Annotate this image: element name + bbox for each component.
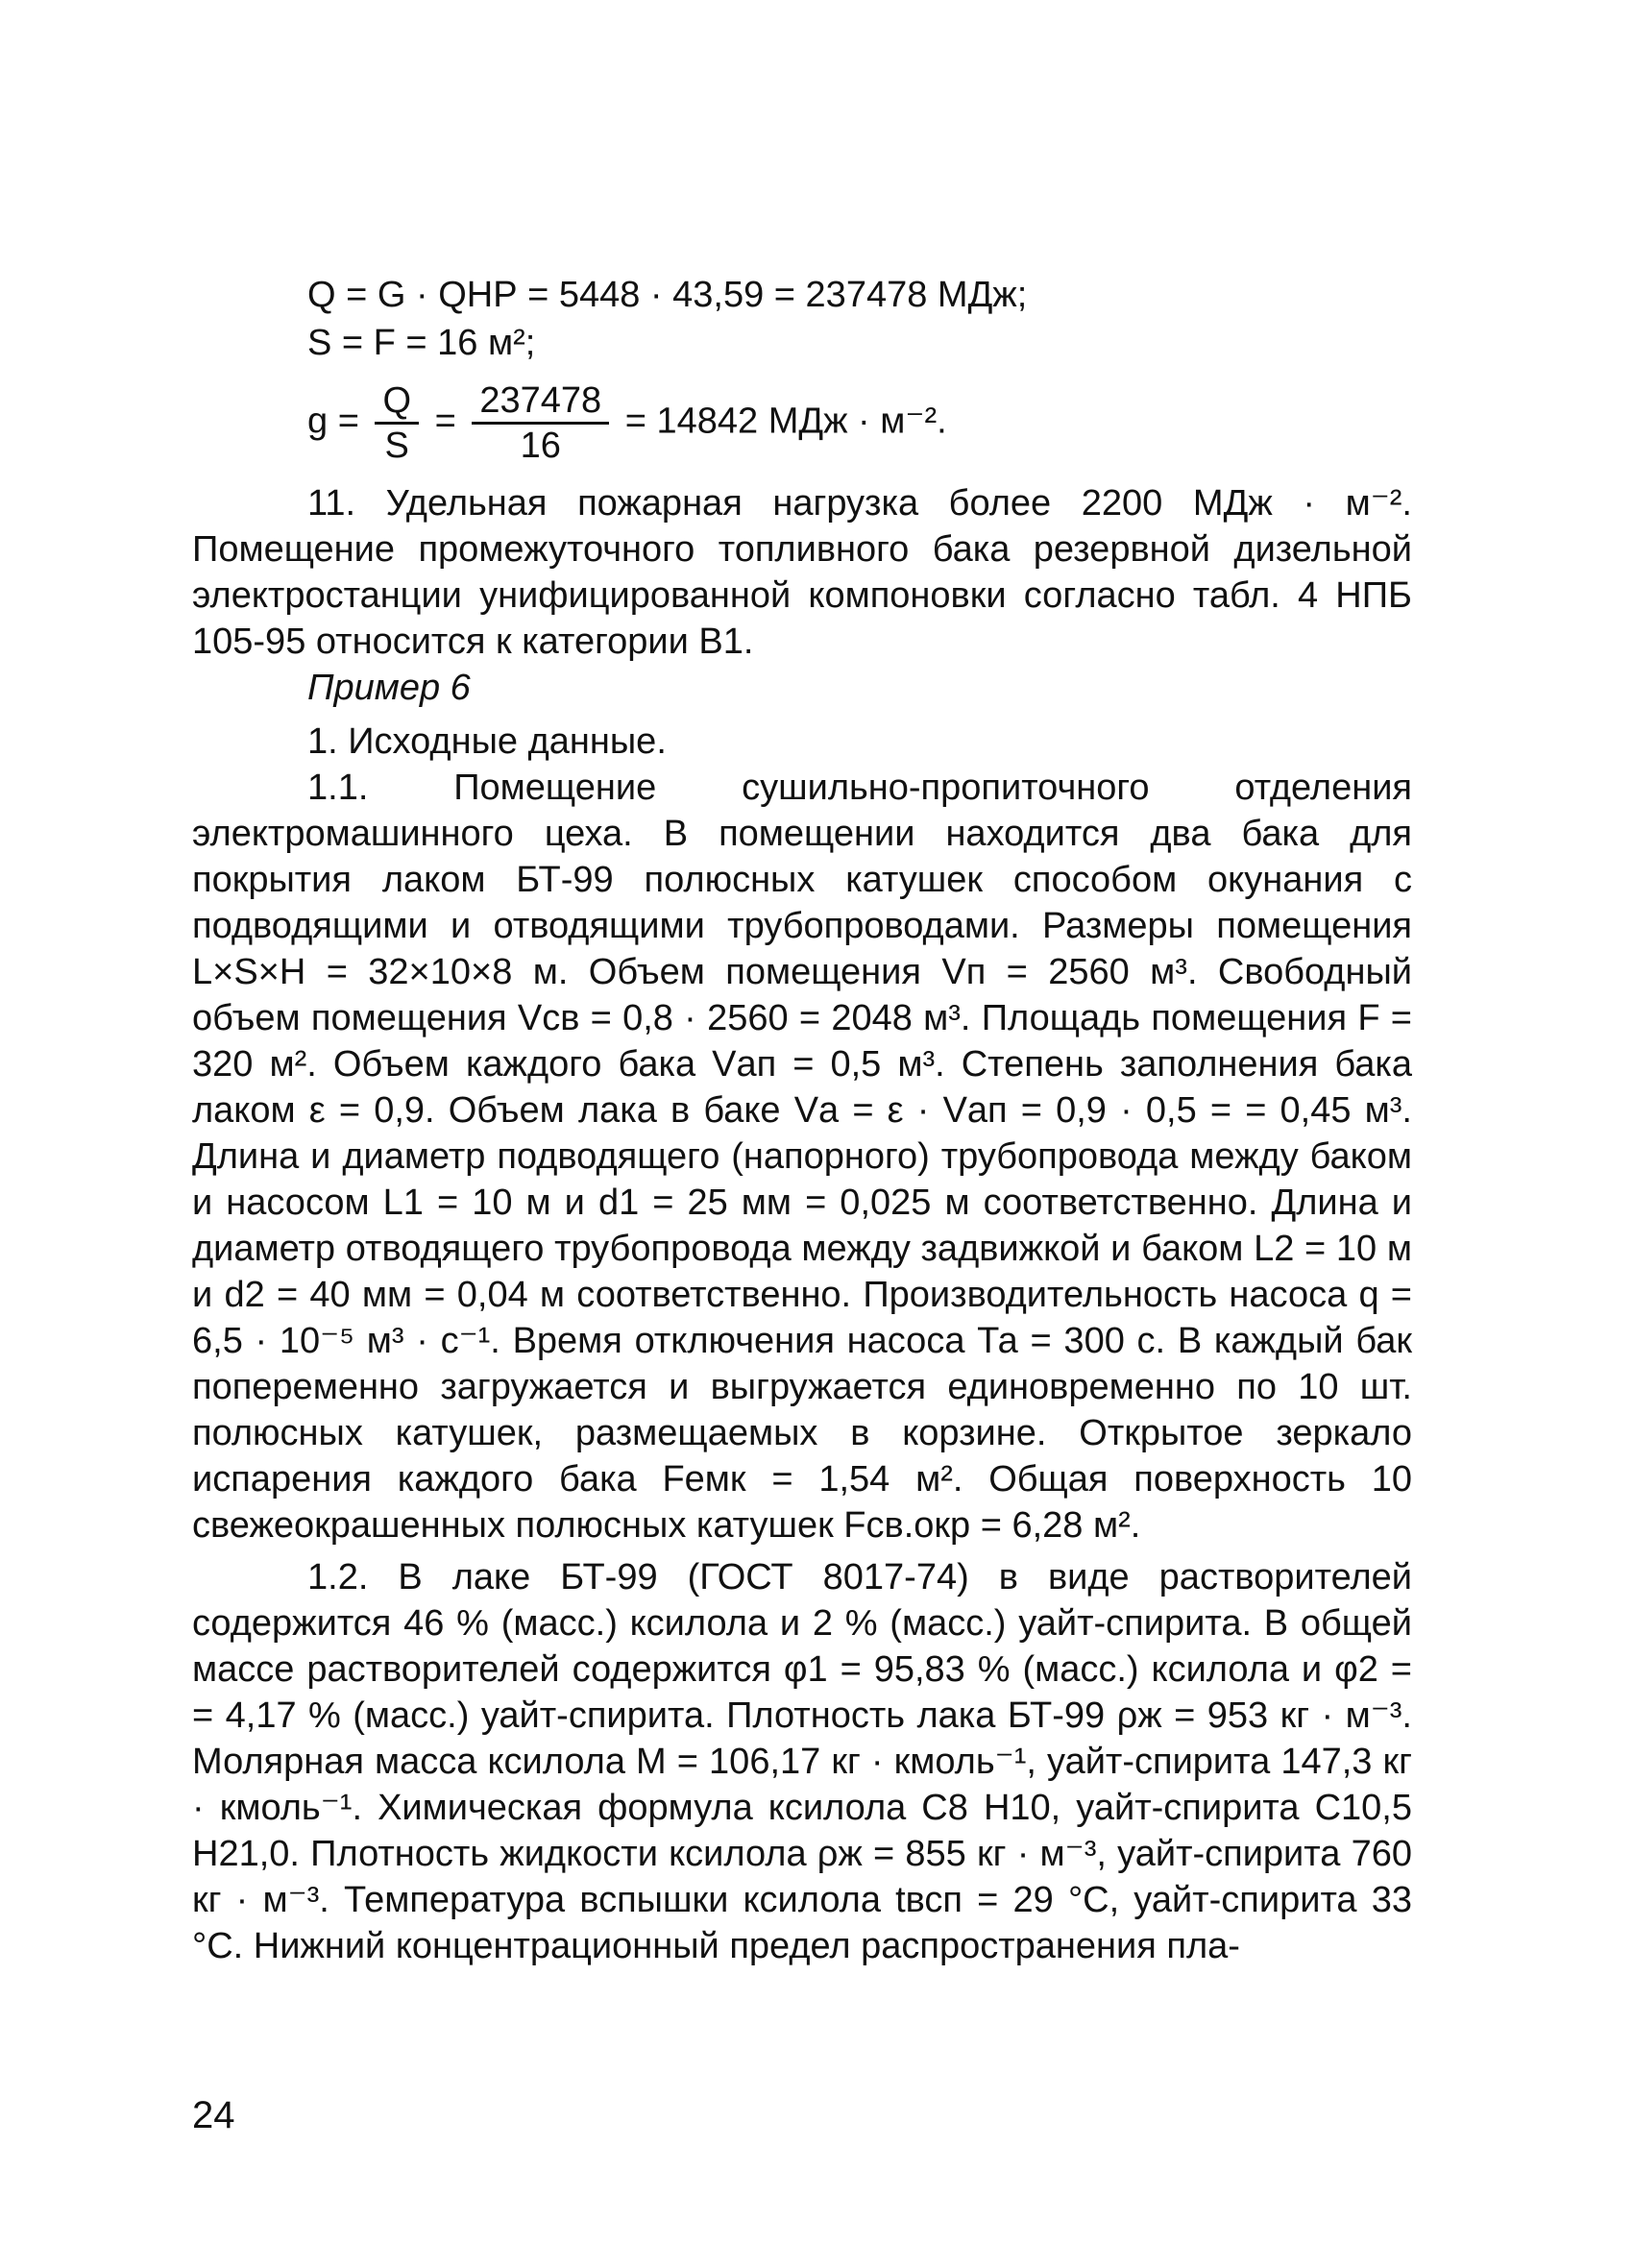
formula-load-right: = 14842 МДж · м⁻². xyxy=(624,401,947,442)
example-title: Пример 6 xyxy=(307,668,471,708)
fraction-numerator: Q xyxy=(375,379,419,425)
paragraph-1-2: 1.2. В лаке БТ-99 (ГОСТ 8017-74) в виде растворителей содержится 46 % (масс.) ксилола и 2 % (масс.) уайт-спирита. В общей массе растворителей содержится φ1 = 95,83 % (масс.) ксилола и φ2 = = 4,17 % (масс.) уайт-спирита. Плотность лака БТ-99 ρж = 953 кг · м⁻³. Молярная масса ксилола М = 106,17 кг · кмоль⁻¹, уайт-спирита 147,3 кг · кмоль⁻¹. Химическая формула ксилола C8 H10, уайт-спирита C10,5 H21,0. Плотность жидкости ксилола ρж = 855 кг · м⁻³, уайт-спирита 760 кг · м⁻³. Температура вспышки ксилола tвсп = 29 °С, уайт-спирита 33 °С. Нижний концентрационный предел распространения пла- xyxy=(192,1557,1412,1966)
fraction-values xyxy=(472,379,609,467)
paragraph-1: 1. Исходные данные. xyxy=(307,721,667,762)
paragraph-11: 11. Удельная пожарная нагрузка более 2200 МДж · м⁻². Помещение промежуточного топливного бака резервной дизельной электростанции унифицированной компоновки согласно табл. 4 НПБ 105-95 относится к категории В1. xyxy=(192,483,1412,662)
formula-area xyxy=(307,322,535,364)
paragraph-1-1: 1.1. Помещение сушильно-пропиточного отделения электромашинного цеха. В помещении находится два бака для покрытия лаком БТ-99 полюсных катушек способом окунания с подводящими и отводящими трубопроводами. Размеры помещения L×S×H = 32×10×8 м. Объем помещения Vп = 2560 м³. Свободный объем помещения Vсв = 0,8 · 2560 = 2048 м³. Площадь помещения F = 320 м². Объем каждого бака Vап = 0,5 м³. Степень заполнения бака лаком ε = 0,9. Объем лака в баке Vа = ε · Vап = 0,9 · 0,5 = = 0,45 м³. Длина и диаметр подводящего (напорного) трубопровода между баком и насосом L1 = 10 м и d1 = 25 мм = 0,025 м соответственно. Длина и диаметр отводящего трубопровода между задвижкой и баком L2 = 10 м и d2 = 40 мм = 0,04 м соответственно. Производительность насоса q = 6,5 · 10⁻⁵ м³ · с⁻¹. Время отключения насоса Та = 300 с. В каждый бак попеременно загружается и выгружается единовременно по 10 шт. полюсных катушек, размещаемых в корзине. Открытое зеркало испарения каждого бака Fемк = 1,54 м². Общая поверхность 10 свежеокрашенных полюсных катушек Fсв.окр = 6,28 м². xyxy=(192,768,1412,1546)
fraction-denominator: 16 xyxy=(520,426,561,466)
formula-area-text: S = F = 16 м²; xyxy=(307,323,536,363)
equals-sign: = xyxy=(434,401,456,442)
page-number: 24 xyxy=(192,2094,235,2136)
fraction-q-over-s xyxy=(375,379,419,467)
fraction-numerator: 237478 xyxy=(472,379,609,425)
formula-load xyxy=(307,379,947,467)
fraction-denominator: S xyxy=(384,426,409,466)
formula-load-left: g = xyxy=(307,401,359,442)
formula-heat-text: Q = G · QНР = 5448 · 43,59 = 237478 МДж; xyxy=(307,275,1028,315)
formula-heat xyxy=(307,274,1027,316)
body-text xyxy=(192,480,1412,1969)
